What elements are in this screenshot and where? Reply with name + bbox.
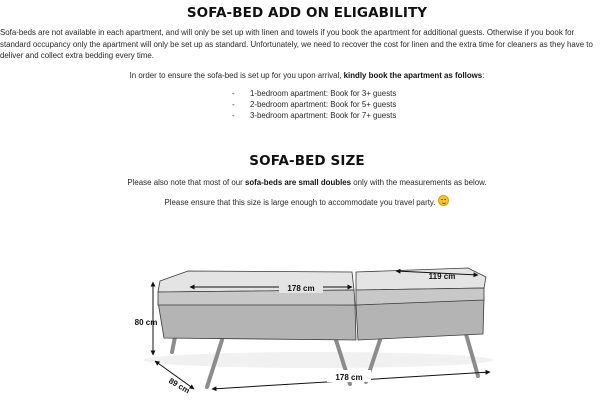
paragraph-line: standard occupancy only the apartment will only be set up as standard. Unfortunately, we need to recover the cost for linen and the extra time for cleaners as they have to: [0, 39, 593, 49]
booking-intro-bold: kindly book the apartment as follows: [343, 71, 483, 80]
dim-bottom-length-label: 178 cm: [335, 373, 363, 382]
list-marker: -: [232, 100, 235, 110]
dim-height-label: 80 cm: [134, 318, 158, 327]
leg-front-right: [466, 334, 478, 376]
list-item: - 3-bedroom apartment: Book for 7+ guests: [232, 111, 397, 121]
cushion-left-side: [158, 290, 355, 305]
dim-top-length-label: 178 cm: [287, 284, 315, 293]
dim-top-width-label: 119 cm: [428, 272, 456, 281]
booking-list: [232, 88, 396, 122]
list-marker: -: [232, 111, 235, 121]
section-title-size: SOFA-BED SIZE: [249, 153, 365, 169]
cushion-left-top: [158, 271, 354, 292]
paragraph-line: Sofa-beds are not available in each apartment, and will only be set up with linen and towels if you book the apartment for additional guests. Otherwise if you book for: [0, 28, 575, 37]
paragraph-line: deliver and collect extra bedding every time.: [0, 51, 154, 61]
section-title-eligibility: SOFA-BED ADD ON ELIGABILITY: [186, 5, 428, 21]
sofa-bed-diagram: [0, 250, 614, 420]
eligibility-paragraph: [0, 27, 612, 62]
cushion-right-top: [356, 268, 486, 290]
list-marker: -: [232, 89, 235, 98]
booking-intro: In order to ensure the sofa-bed is set up for you upon arrival, kindly book the apartment as follows:: [129, 71, 485, 80]
size-ensure: Please ensure that this size is large enough to accommodate you travel party.: [0, 195, 614, 208]
list-item: - 2-bedroom apartment: Book for 5+ guests: [232, 100, 397, 110]
list-item: - 1-bedroom apartment: Book for 3+ guests: [232, 89, 397, 98]
size-note: Please also note that most of our sofa-beds are small doubles only with the measurements as below.: [127, 178, 487, 187]
floor-shadow: [143, 352, 493, 368]
smiling-face-icon: [438, 195, 449, 206]
size-note-bold: sofa-beds are small doubles: [244, 178, 352, 187]
dim-depth-label: 89 cm: [167, 376, 192, 396]
frame-left-section: [158, 302, 356, 340]
